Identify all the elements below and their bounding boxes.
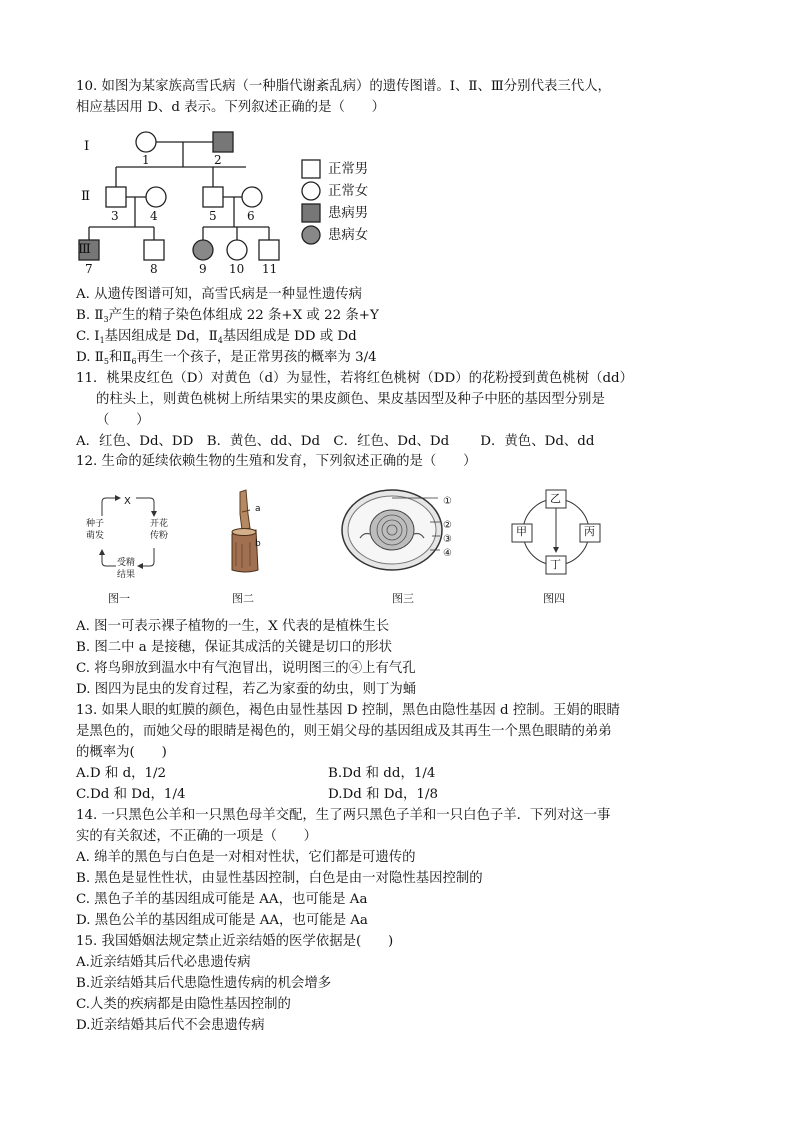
legend-affected-male: 患病男 — [328, 206, 369, 221]
q10-option-a: A. 从遗传图谱可知，高雪氏病是一种显性遗传病 — [76, 287, 362, 302]
q10-option-c: C. $Ⅰ_1$基因组成是 Dd，$Ⅱ_4$基因组成是 DD 或 Dd — [76, 329, 357, 345]
q15-option-d: D.近亲结婚其后代不会患遗传病 — [76, 1018, 265, 1033]
individual-9 — [193, 240, 213, 260]
fig3-mark-3: ③ — [443, 534, 452, 545]
q14-option-a: A. 绵羊的黑色与白色是一对相对性状，它们都是可遗传的 — [76, 850, 416, 865]
legend-affected-female: 患病女 — [328, 228, 369, 243]
q15-option-c: C.人类的疾病都是由隐性基因控制的 — [76, 997, 291, 1012]
fig2-label-b: b — [255, 539, 261, 549]
q10-option-b: B. $Ⅱ_3$产生的精子染色体组成 22 条+X 或 22 条+Y — [76, 308, 379, 324]
q15-option-a: A.近亲结婚其后代必患遗传病 — [76, 955, 251, 970]
q10-option-d: D. $Ⅱ_5$和$Ⅱ_6$再生一个孩子，是正常男孩的概率为 3/4 — [76, 350, 377, 366]
q12-option-a: A. 图一可表示裸子植物的一生，X 代表的是植株生长 — [76, 619, 390, 634]
individual-11 — [259, 240, 279, 260]
legend-normal-male: 正常男 — [328, 162, 369, 177]
fig4-left-label: 甲 — [516, 525, 527, 538]
q13-stem-line3: 的概率为( ) — [76, 745, 167, 760]
id-label-8: 8 — [150, 262, 158, 276]
q10-stem-line1: 10. 如图为某家族高雪氏病（一种脂代谢紊乱病）的遗传图谱。Ⅰ、Ⅱ、Ⅲ分别代表三代人， — [76, 79, 611, 94]
id-label-11: 11 — [262, 262, 278, 276]
individual-2 — [213, 132, 233, 152]
q14-option-b: B. 黑色是显性性状，由显性基因控制，白色是由一对隐性基因控制的 — [76, 871, 483, 886]
id-label-6: 6 — [247, 209, 255, 223]
id-label-5: 5 — [209, 209, 217, 223]
figure-2-grafting — [220, 484, 270, 576]
fig4-bottom-label: 丁 — [550, 558, 561, 571]
id-label-9: 9 — [199, 262, 207, 276]
q14-stem-line2: 实的有关叙述，不正确的一项是（ ） — [76, 829, 318, 844]
fig1-x-label: X — [124, 496, 131, 507]
q13-option-a: A.D 和 d，1/2 — [76, 766, 167, 781]
q14-option-c: C. 黑色子羊的基因组成可能是 AA，也可能是 Aa — [76, 892, 368, 907]
q10-stem-line2: 相应基因用 D、d 表示。下列叙述正确的是（ ） — [76, 100, 386, 115]
q12-option-c: C. 将鸟卵放到温水中有气泡冒出，说明图三的④上有气孔 — [76, 661, 416, 676]
q13-stem-line2: 是黑色的，而她父母的眼睛是褐色的，则王娟父母的基因组成及其再生一个黑色眼睛的弟弟 — [76, 724, 612, 739]
q13-option-c: C.Dd 和 Dd，1/4 — [76, 787, 186, 802]
q13-option-d: D.Dd 和 Dd，1/8 — [328, 787, 438, 802]
q12-option-d: D. 图四为昆虫的发育过程，若乙为家蚕的幼虫，则丁为蛹 — [76, 682, 417, 697]
individual-3 — [106, 187, 126, 207]
fig3-mark-2: ② — [443, 520, 452, 531]
q13-option-b: B.Dd 和 dd，1/4 — [328, 766, 436, 781]
generation-label-3: Ⅲ — [78, 242, 91, 257]
fig4-caption: 图四 — [543, 592, 565, 605]
q11-stem-line2: 的柱头上，则黄色桃树上所结果实的果皮颜色、果皮基因型及种子中胚的基因型分别是 — [96, 392, 605, 407]
fig1-left-label: 种子 萌发 — [86, 519, 105, 541]
id-label-2: 2 — [214, 153, 222, 167]
q12-option-b: B. 图二中 a 是接穗，保证其成活的关键是切口的形状 — [76, 640, 393, 655]
q12-stem: 12. 生命的延续依赖生物的生殖和发育，下列叙述正确的是（ ） — [76, 454, 477, 469]
fig1-bottom-label: 受精 结果 — [117, 558, 136, 580]
fig1-caption: 图一 — [108, 592, 130, 605]
fig4-top-label: 乙 — [550, 492, 561, 505]
q11-options: A．红色、Dd、DD B．黄色、dd、Dd C．红色、Dd、Dd D．黄色、Dd、dd — [76, 434, 595, 449]
legend-normal-female: 正常女 — [328, 184, 369, 199]
q15-stem: 15. 我国婚姻法规定禁止近亲结婚的医学依据是( ) — [76, 934, 394, 949]
individual-5 — [203, 187, 223, 207]
fig4-right-label: 丙 — [584, 525, 595, 538]
q14-option-d: D. 黑色公羊的基因组成可能是 AA，也可能是 Aa — [76, 913, 368, 928]
fig2-caption: 图二 — [232, 592, 254, 605]
q15-option-b: B.近亲结婚其后代患隐性遗传病的机会增多 — [76, 976, 332, 991]
individual-6 — [242, 187, 262, 207]
fig3-mark-1: ① — [443, 496, 452, 507]
individual-4 — [146, 187, 166, 207]
q11-stem-line3: （ ） — [96, 413, 150, 428]
id-label-3: 3 — [111, 209, 119, 223]
fig2-label-a: a — [255, 504, 261, 514]
q13-stem-line1: 13. 如果人眼的虹膜的颜色，褐色由显性基因 D 控制，黑色由隐性基因 d 控制。王娟的眼睛 — [76, 703, 620, 718]
individual-10 — [227, 240, 247, 260]
generation-label-1: Ⅰ — [84, 139, 90, 154]
id-label-4: 4 — [150, 209, 158, 223]
fig3-mark-4: ④ — [443, 548, 452, 559]
fig1-right-label: 开花 传粉 — [150, 519, 169, 541]
individual-8 — [144, 240, 164, 260]
individual-1 — [136, 132, 156, 152]
id-label-1: 1 — [142, 153, 150, 167]
q11-stem-line1: 11．桃果皮红色（D）对黄色（d）为显性，若将红色桃树（DD）的花粉授到黄色桃树（dd） — [76, 371, 634, 386]
id-label-10: 10 — [229, 262, 245, 276]
figure-3-bird-egg — [340, 486, 460, 574]
q14-stem-line1: 14. 一只黑色公羊和一只黑色母羊交配，生了两只黑色子羊和一只白色子羊．下列对这一事 — [76, 808, 611, 823]
id-label-7: 7 — [85, 262, 93, 276]
fig3-caption: 图三 — [392, 592, 414, 605]
generation-label-2: Ⅱ — [81, 189, 91, 204]
